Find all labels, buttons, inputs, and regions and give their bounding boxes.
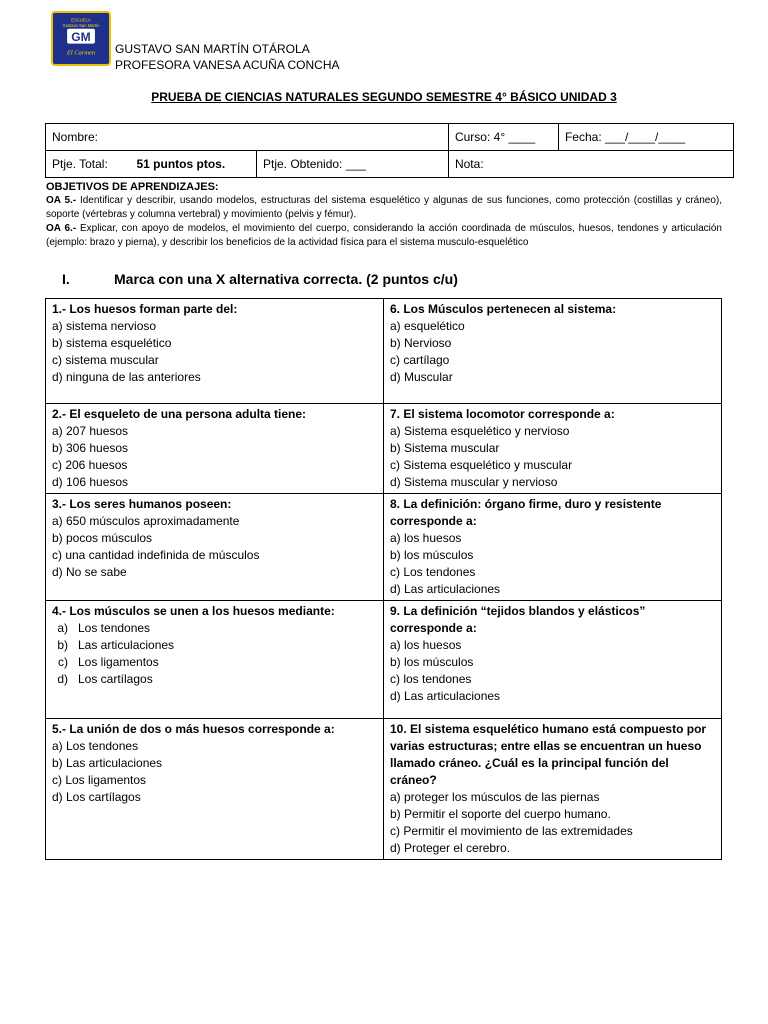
option[interactable]: a. Los tendones — [78, 620, 377, 637]
question-5: 5.- La unión de dos o más huesos corresponde a: a) Los tendones b) Las articulaciones c) Los ligamentos d) Los cartílagos — [46, 719, 384, 860]
obtained-score-field[interactable]: Ptje. Obtenido: ___ — [257, 151, 449, 178]
svg-text:ESCUELA: ESCUELA — [71, 17, 91, 23]
question-2: 2.- El esqueleto de una persona adulta tiene: a) 207 huesos b) 306 huesos c) 206 huesos d) 106 huesos — [46, 404, 384, 494]
question-10: 10. El sistema esquelético humano está compuesto por varias estructuras; entre ellas se encuentran un hueso llamado cráneo. ¿Cuál es la principal función del cráneo? a) proteger los músculos de las piernas b) Permitir el soporte del cuerpo humano. c) Permitir el movimiento de las extremidades d) Proteger el cerebro. — [384, 719, 722, 860]
option[interactable]: c) Permitir el movimiento de las extremidades — [390, 824, 633, 838]
option[interactable]: b) los músculos — [390, 548, 474, 562]
question-4: 4.- Los músculos se unen a los huesos mediante: a. Los tendones b. Las articulaciones c. Los ligamentos d. Los cartílagos — [46, 601, 384, 719]
total-score-label: Ptje. Total: — [52, 157, 108, 171]
option[interactable]: a) los huesos — [390, 531, 462, 545]
page-title: PRUEBA DE CIENCIAS NATURALES SEGUNDO SEMESTRE 4° BÁSICO UNIDAD 3 — [151, 90, 617, 104]
question-7: 7. El sistema locomotor corresponde a: a) Sistema esquelético y nervioso b) Sistema muscular c) Sistema esquelético y muscular d) Sistema muscular y nervioso — [384, 404, 722, 494]
option[interactable]: b) Nervioso — [390, 336, 452, 350]
option[interactable]: a) Los tendones — [52, 739, 139, 753]
option[interactable]: b) pocos músculos — [52, 531, 153, 545]
option[interactable]: d) Muscular — [390, 370, 453, 384]
option[interactable]: a) esquelético — [390, 319, 465, 333]
objectives-heading: OBJETIVOS DE APRENDIZAJES: — [46, 181, 219, 193]
teacher-name: PROFESORA VANESA ACUÑA CONCHA — [115, 58, 340, 72]
option[interactable]: a) los huesos — [390, 638, 462, 652]
option[interactable]: c. Los ligamentos — [78, 654, 377, 671]
section-title: Marca con una X alternativa correcta. (2 puntos c/u) — [114, 271, 458, 287]
option[interactable]: d) Las articulaciones — [390, 582, 501, 596]
option[interactable]: c) cartílago — [390, 353, 450, 367]
learning-objectives — [46, 180, 722, 250]
question-9: 9. La definición “tejidos blandos y elásticos” corresponde a: a) los huesos b) los músculos c) los tendones d) Las articulaciones — [384, 601, 722, 719]
course-field[interactable]: Curso: 4° ____ — [448, 124, 558, 151]
question-1: 1.- Los huesos forman parte del: a) sistema nervioso b) sistema esquelético c) sistema muscular d) ninguna de las anteriores — [46, 299, 384, 404]
school-header — [115, 41, 340, 73]
total-score-value: 51 puntos ptos. — [136, 157, 226, 171]
objective-oa6: OA 6.- Explicar, con apoyo de modelos, el movimiento del cuerpo, considerando la acción coordinada de músculos, huesos, tendones y articulación (ejemplo: brazo y pierna), y describir los beneficios de la actividad física para el sistema musculo-esquelético — [46, 223, 722, 248]
option[interactable]: a) 207 huesos — [52, 424, 129, 438]
option[interactable]: d. Los cartílagos — [78, 671, 377, 688]
name-field[interactable]: Nombre: — [46, 124, 449, 151]
option[interactable]: d) Proteger el cerebro. — [390, 841, 511, 855]
option[interactable]: b) sistema esquelético — [52, 336, 172, 350]
objective-oa5: OA 5.- Identificar y describir, usando modelos, estructuras del sistema esquelético y algunas de sus funciones, como protección (costillas y cráneo), soporte (vértebras y columna vertebral) y movimiento (pelvis y fémur). — [46, 195, 722, 220]
option[interactable]: d) Las articulaciones — [390, 689, 501, 703]
school-logo — [51, 11, 111, 66]
option[interactable]: a) 650 músculos aproximadamente — [52, 514, 240, 528]
question-3: 3.- Los seres humanos poseen: a) 650 músculos aproximadamente b) pocos músculos c) una cantidad indefinida de músculos d) No se sabe — [46, 494, 384, 601]
option[interactable]: b) Las articulaciones — [52, 756, 163, 770]
question-6: 6. Los Músculos pertenecen al sistema: a) esquelético b) Nervioso c) cartílago d) Muscular — [384, 299, 722, 404]
option[interactable]: c) sistema muscular — [52, 353, 159, 367]
school-crest-icon — [53, 13, 109, 64]
total-score-cell — [46, 151, 257, 178]
option[interactable]: c) Los ligamentos — [52, 773, 147, 787]
option[interactable]: c) Los tendones — [390, 565, 476, 579]
section-heading — [62, 271, 458, 287]
grade-field[interactable]: Nota: — [448, 151, 733, 178]
option[interactable]: c) una cantidad indefinida de músculos — [52, 548, 260, 562]
option[interactable]: c) los tendones — [390, 672, 472, 686]
option[interactable]: b) 306 huesos — [52, 441, 129, 455]
option[interactable]: b. Las articulaciones — [78, 637, 377, 654]
svg-text:Gustavo San Martín: Gustavo San Martín — [62, 22, 100, 28]
svg-text:El Carmen: El Carmen — [66, 49, 96, 57]
option[interactable]: a) sistema nervioso — [52, 319, 157, 333]
svg-text:GM: GM — [71, 29, 91, 44]
option[interactable]: b) Permitir el soporte del cuerpo humano. — [390, 807, 611, 821]
option[interactable]: c) 206 huesos — [52, 458, 128, 472]
school-name: GUSTAVO SAN MARTÍN OTÁROLA — [115, 42, 310, 56]
option[interactable]: d) Sistema muscular y nervioso — [390, 475, 558, 489]
option[interactable]: d) No se sabe — [52, 565, 127, 579]
question-8: 8. La definición: órgano firme, duro y resistente corresponde a: a) los huesos b) los músculos c) Los tendones d) Las articulaciones — [384, 494, 722, 601]
option[interactable]: d) 106 huesos — [52, 475, 129, 489]
option[interactable]: d) ninguna de las anteriores — [52, 370, 201, 384]
option[interactable]: c) Sistema esquelético y muscular — [390, 458, 573, 472]
option[interactable]: a) proteger los músculos de las piernas — [390, 790, 600, 804]
questions-table — [45, 298, 722, 860]
section-number: I. — [62, 271, 70, 287]
student-info-table — [45, 123, 734, 178]
option[interactable]: a) Sistema esquelético y nervioso — [390, 424, 570, 438]
option[interactable]: b) los músculos — [390, 655, 474, 669]
date-field[interactable]: Fecha: ___/____/____ — [558, 124, 733, 151]
option[interactable]: d) Los cartílagos — [52, 790, 141, 804]
option[interactable]: b) Sistema muscular — [390, 441, 500, 455]
